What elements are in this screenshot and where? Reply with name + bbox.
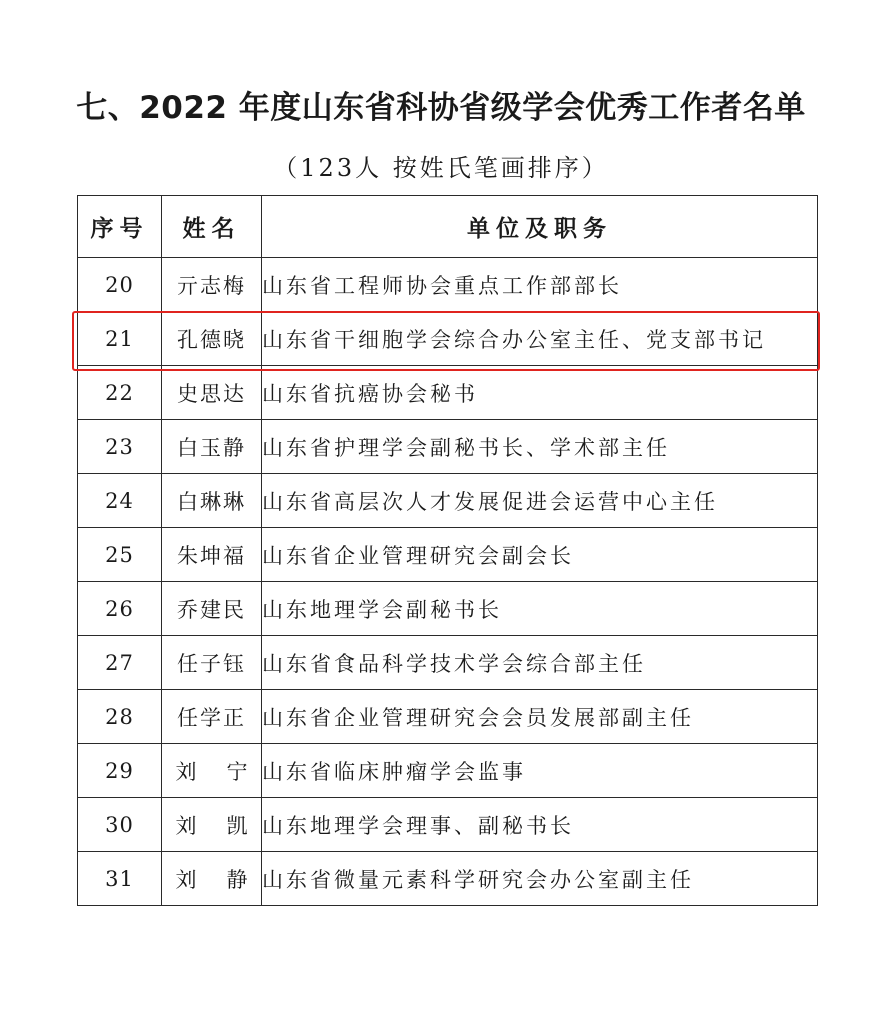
- row-number: 29: [78, 744, 162, 798]
- row-number: 20: [78, 258, 162, 312]
- row-name: [162, 744, 278, 798]
- row-name: [162, 798, 278, 852]
- row-number: 27: [78, 636, 162, 690]
- table-row: [78, 690, 818, 744]
- row-number: 25: [78, 528, 162, 582]
- row-number: 28: [78, 690, 162, 744]
- row-name-text: 刘静: [175, 867, 278, 892]
- row-number: 24: [78, 474, 162, 528]
- row-unit-position: 山东省护理学会副秘书长、学术部主任: [262, 420, 818, 474]
- table-row: [78, 852, 818, 906]
- row-name-text: 刘宁: [175, 759, 278, 784]
- row-number: 26: [78, 582, 162, 636]
- row-unit-position: 山东地理学会副秘书长: [262, 582, 818, 636]
- row-unit-position: 山东省工程师协会重点工作部部长: [262, 258, 818, 312]
- table-row: [78, 420, 818, 474]
- row-name: [162, 852, 278, 906]
- table-row: [78, 744, 818, 798]
- header-number: 序号: [78, 196, 162, 258]
- row-name-text: 刘凯: [175, 813, 278, 838]
- table-row: [78, 636, 818, 690]
- row-name: 任子钰: [162, 636, 262, 690]
- row-name: 亓志梅: [162, 258, 262, 312]
- row-name: 任学正: [162, 690, 262, 744]
- table-row: [78, 258, 818, 312]
- table-header-row: [78, 196, 818, 258]
- row-unit-position: 山东省临床肿瘤学会监事: [262, 744, 818, 798]
- roster-table: [77, 195, 818, 906]
- table-row: [78, 798, 818, 852]
- row-unit-position: 山东省干细胞学会综合办公室主任、党支部书记: [262, 312, 818, 366]
- row-unit-position: 山东省食品科学技术学会综合部主任: [262, 636, 818, 690]
- document-title: 七、2022 年度山东省科协省级学会优秀工作者名单: [76, 90, 806, 126]
- row-name: 白琳琳: [162, 474, 262, 528]
- row-unit-position: 山东地理学会理事、副秘书长: [262, 798, 818, 852]
- row-number: 31: [78, 852, 162, 906]
- row-name: 朱坤福: [162, 528, 262, 582]
- row-name: 史思达: [162, 366, 262, 420]
- row-unit-position: 山东省抗癌协会秘书: [262, 366, 818, 420]
- header-unit-position: 单位及职务: [262, 196, 818, 258]
- document-subtitle: （123人 按姓氏笔画排序）: [273, 154, 609, 182]
- table-row: [78, 582, 818, 636]
- row-unit-position: 山东省高层次人才发展促进会运营中心主任: [262, 474, 818, 528]
- row-unit-position: 山东省企业管理研究会会员发展部副主任: [262, 690, 818, 744]
- row-number: 23: [78, 420, 162, 474]
- row-number: 30: [78, 798, 162, 852]
- row-number: 22: [78, 366, 162, 420]
- table-row: [78, 366, 818, 420]
- row-name: 乔建民: [162, 582, 262, 636]
- row-name: 白玉静: [162, 420, 262, 474]
- row-number: 21: [78, 312, 162, 366]
- table-row: [78, 474, 818, 528]
- row-unit-position: 山东省企业管理研究会副会长: [262, 528, 818, 582]
- table-row-highlighted: [78, 312, 818, 366]
- header-name: 姓名: [162, 196, 262, 258]
- row-name: 孔德晓: [162, 312, 262, 366]
- table-row: [78, 528, 818, 582]
- row-unit-position: 山东省微量元素科学研究会办公室副主任: [262, 852, 818, 906]
